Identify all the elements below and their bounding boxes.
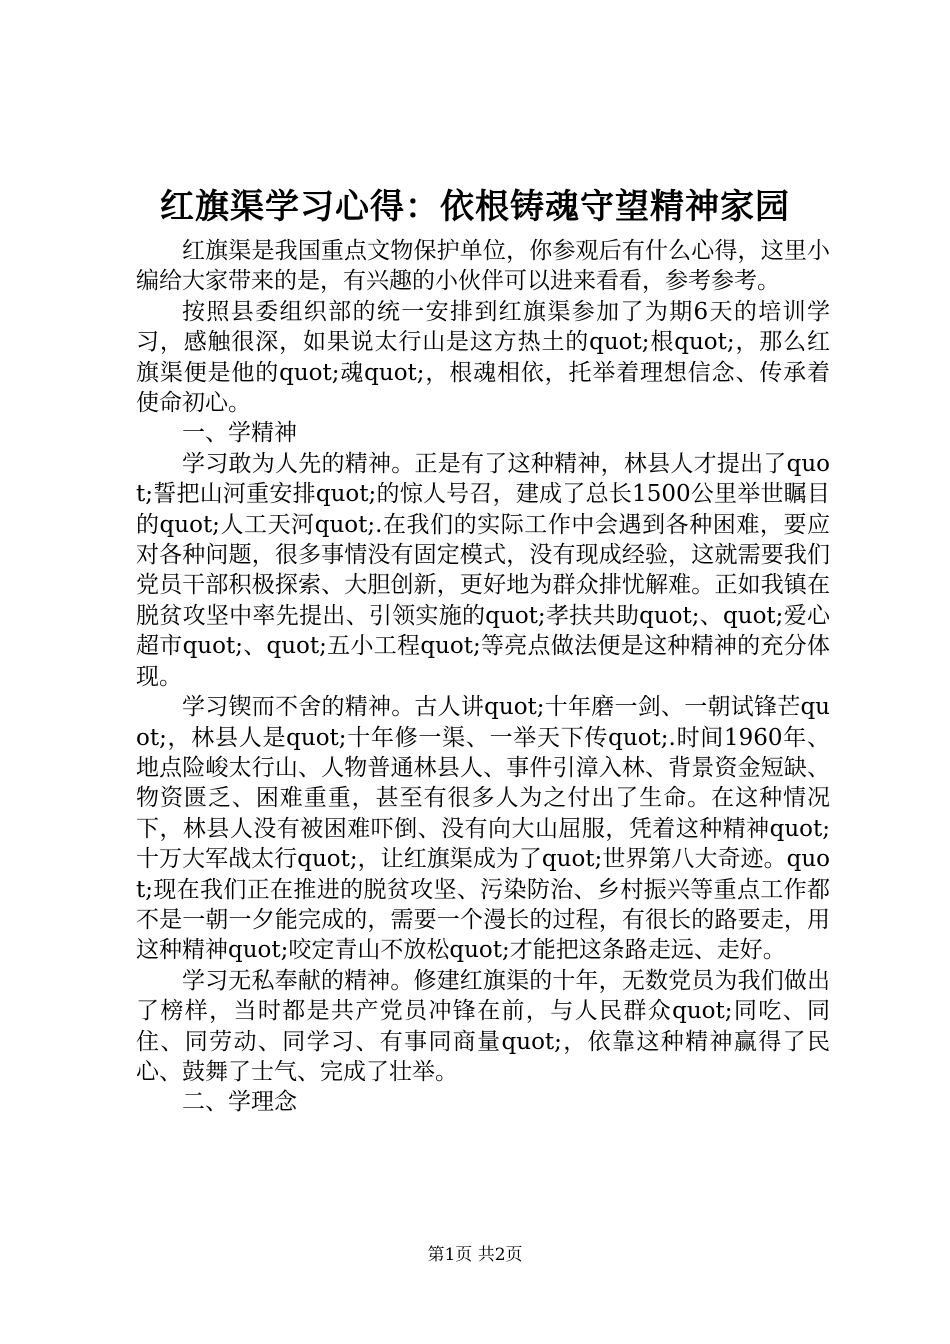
paragraph-pioneering-spirit: 学习敢为人先的精神。正是有了这种精神，林县人才提出了quot;誓把山河重安排quot;的惊人号召，建成了总长1500公里举世瞩目的quot;人工天河quot;.在我们的实际工作中会遇到各种困难，要应对各种问题，很多事情没有固定模式，没有现成经验，这就需要我们党员干部积极探索、大胆创新，更好地为群众排忧解难。正如我镇在脱贫攻坚中率先提出、引领实施的quot;孝扶共助quot;、quot;爱心超市quot;、quot;五小工程quot;等亮点做法便是这种精神的充分体现。 — [136, 450, 830, 690]
section-heading-spirit: 一、学精神 — [182, 420, 297, 447]
paragraph-intro: 红旗渠是我国重点文物保护单位，你参观后有什么心得，这里小编给大家带来的是，有兴趣的小伙伴可以进来看看，参考参考。 — [136, 238, 830, 295]
paragraph-background: 按照县委组织部的统一安排到红旗渠参加了为期6天的培训学习，感触很深，如果说太行山是这方热土的quot;根quot;，那么红旗渠便是他的quot;魂quot;，根魂相依，托举着理想信念、传承着使命初心。 — [136, 298, 830, 417]
document-body — [136, 236, 830, 1118]
section-heading-philosophy: 二、学理念 — [182, 1089, 297, 1116]
paragraph-dedication-spirit: 学习无私奉献的精神。修建红旗渠的十年，无数党员为我们做出了榜样，当时都是共产党员冲锋在前，与人民群众quot;同吃、同住、同劳动、同学习、有事同商量quot;，依靠这种精神赢得了民心、鼓舞了士气、完成了壮举。 — [136, 967, 830, 1085]
paragraph-perseverance-spirit: 学习锲而不舍的精神。古人讲quot;十年磨一剑、一朝试锋芒quot;，林县人是quot;十年修一渠、一举天下传quot;.时间1960年、地点险峻太行山、人物普通林县人、事件引漳入林、背景资金短缺、物资匮乏、困难重重，甚至有很多人为之付出了生命。在这种情况下，林县人没有被困难吓倒、没有向大山屈服，凭着这种精神quot;十万大军战太行quot;，让红旗渠成为了quot;世界第八大奇迹。quot;现在我们正在推进的脱贫攻坚、污染防治、乡村振兴等重点工作都不是一朝一夕能完成的，需要一个漫长的过程，有很长的路要走，用这种精神quot;咬定青山不放松quot;才能把这条路走远、走好。 — [136, 694, 830, 964]
page-number-footer: 第1页 共2页 — [427, 1245, 523, 1265]
document-title: 红旗渠学习心得：依根铸魂守望精神家园 — [160, 187, 790, 227]
